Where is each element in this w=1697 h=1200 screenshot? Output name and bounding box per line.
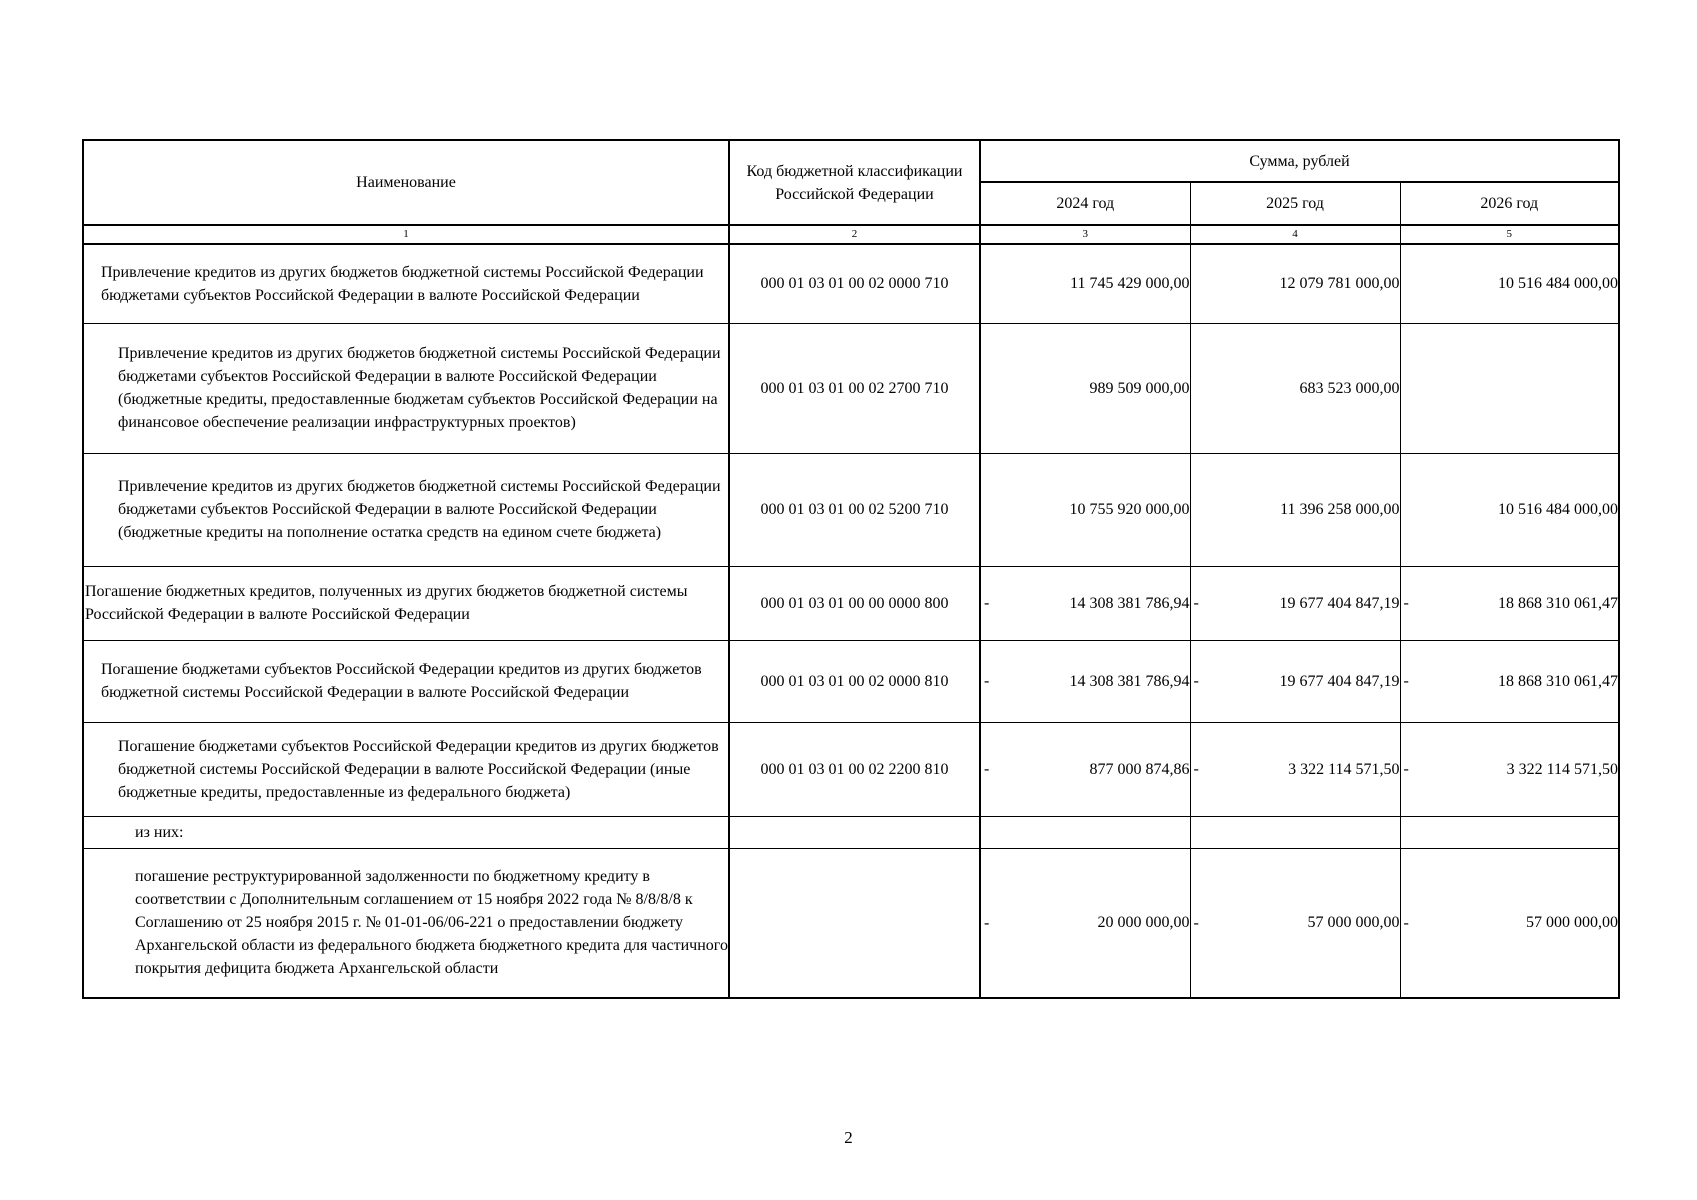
amount-value: 10 516 484 000,00 bbox=[1498, 501, 1618, 518]
row-name: Погашение бюджетами субъектов Российской Федерации кредитов из других бюджетов бюджетной системы Российской Федерации в валюте Российской Федерации (иные бюджетные кредиты, предоставленные из федерального бюджета) bbox=[83, 722, 729, 816]
column-number: 5 bbox=[1400, 225, 1619, 244]
header-row-1 bbox=[83, 140, 1619, 182]
amount-2025 bbox=[1190, 816, 1400, 848]
row-name: Привлечение кредитов из других бюджетов бюджетной системы Российской Федерации бюджетами субъектов Российской Федерации в валюте Российской Федерации (бюджетные кредиты, предоставленные бюджетам субъектов Российской Федерации на финансовое обеспечение реализации инфраструктурных проектов) bbox=[83, 323, 729, 453]
minus-sign: - bbox=[984, 672, 990, 690]
amount-2024 bbox=[980, 453, 1190, 566]
minus-sign: - bbox=[1403, 594, 1409, 612]
amount-2024 bbox=[980, 848, 1190, 998]
minus-sign: - bbox=[984, 760, 990, 778]
amount-value: 14 308 381 786,94 bbox=[1069, 594, 1190, 612]
amount-value: 10 516 484 000,00 bbox=[1498, 275, 1618, 293]
amount-2025 bbox=[1190, 848, 1400, 998]
amount-value: 57 000 000,00 bbox=[1307, 914, 1400, 932]
amount-value: 989 509 000,00 bbox=[1089, 379, 1190, 397]
row-code: 000 01 03 01 00 00 0000 800 bbox=[729, 566, 980, 640]
minus-sign: - bbox=[984, 594, 990, 612]
row-code: 000 01 03 01 00 02 0000 710 bbox=[729, 244, 980, 323]
header-year-2026: 2026 год bbox=[1400, 182, 1619, 225]
amount-2026 bbox=[1400, 453, 1619, 566]
amount-2025 bbox=[1190, 566, 1400, 640]
row-name: погашение реструктурированной задолженности по бюджетному кредиту в соответствии с Дополнительным соглашением от 15 ноября 2022 года № 8/8/8/8 к Соглашению от 25 ноября 2015 г. № 01-01-06/06-221 о предоставлении бюджету Архангельской области из федерального бюджета бюджетного кредита для частичного покрытия дефицита бюджета Архангельской области bbox=[83, 848, 729, 998]
row-name: Погашение бюджетами субъектов Российской Федерации кредитов из других бюджетов бюджетной системы Российской Федерации в валюте Российской Федерации bbox=[83, 640, 729, 722]
amount-value: 20 000 000,00 bbox=[1097, 914, 1190, 932]
amount-value: 19 677 404 847,19 bbox=[1279, 672, 1400, 690]
column-number-row bbox=[83, 225, 1619, 244]
amount-2026 bbox=[1400, 244, 1619, 323]
table-row bbox=[83, 816, 1619, 848]
table-row bbox=[83, 640, 1619, 722]
minus-sign: - bbox=[1403, 914, 1409, 932]
amount-2026 bbox=[1400, 640, 1619, 722]
minus-sign: - bbox=[1193, 594, 1199, 612]
row-code bbox=[729, 848, 980, 998]
amount-value: 14 308 381 786,94 bbox=[1069, 672, 1190, 690]
column-number: 1 bbox=[83, 225, 729, 244]
amount-2026 bbox=[1400, 848, 1619, 998]
row-code bbox=[729, 816, 980, 848]
header-code: Код бюджетной классификации Российской Федерации bbox=[729, 140, 980, 225]
header-sum: Сумма, рублей bbox=[980, 140, 1619, 182]
minus-sign: - bbox=[1403, 760, 1409, 778]
row-name: из них: bbox=[83, 816, 729, 848]
amount-value: 10 755 920 000,00 bbox=[1069, 501, 1190, 518]
column-number: 4 bbox=[1190, 225, 1400, 244]
row-name: Привлечение кредитов из других бюджетов бюджетной системы Российской Федерации бюджетами субъектов Российской Федерации в валюте Российской Федерации bbox=[83, 244, 729, 323]
row-code: 000 01 03 01 00 02 2700 710 bbox=[729, 323, 980, 453]
amount-value: 11 396 258 000,00 bbox=[1280, 501, 1400, 518]
table-row bbox=[83, 722, 1619, 816]
amount-value: 3 322 114 571,50 bbox=[1288, 760, 1400, 778]
amount-2026 bbox=[1400, 566, 1619, 640]
amount-2024 bbox=[980, 566, 1190, 640]
minus-sign: - bbox=[1403, 672, 1409, 690]
amount-value: 18 868 310 061,47 bbox=[1498, 594, 1618, 612]
amount-value: 12 079 781 000,00 bbox=[1279, 275, 1400, 293]
amount-2025 bbox=[1190, 453, 1400, 566]
table-row bbox=[83, 244, 1619, 323]
header-year-2024: 2024 год bbox=[980, 182, 1190, 225]
row-code: 000 01 03 01 00 02 0000 810 bbox=[729, 640, 980, 722]
row-code: 000 01 03 01 00 02 2200 810 bbox=[729, 722, 980, 816]
row-name: Погашение бюджетных кредитов, полученных из других бюджетов бюджетной системы Российской Федерации в валюте Российской Федерации bbox=[83, 566, 729, 640]
header-year-2025: 2025 год bbox=[1190, 182, 1400, 225]
budget-table bbox=[82, 139, 1620, 999]
table-row bbox=[83, 453, 1619, 566]
amount-value: 57 000 000,00 bbox=[1526, 914, 1618, 932]
amount-2024 bbox=[980, 722, 1190, 816]
column-number: 3 bbox=[980, 225, 1190, 244]
row-code: 000 01 03 01 00 02 5200 710 bbox=[729, 453, 980, 566]
minus-sign: - bbox=[1193, 760, 1199, 778]
column-number: 2 bbox=[729, 225, 980, 244]
minus-sign: - bbox=[984, 914, 990, 932]
amount-2025 bbox=[1190, 640, 1400, 722]
row-name: Привлечение кредитов из других бюджетов бюджетной системы Российской Федерации бюджетами субъектов Российской Федерации в валюте Российской Федерации (бюджетные кредиты на пополнение остатка средств на едином счете бюджета) bbox=[83, 453, 729, 566]
amount-2024 bbox=[980, 816, 1190, 848]
page-number: 2 bbox=[844, 1128, 853, 1147]
amount-2024 bbox=[980, 640, 1190, 722]
amount-2025 bbox=[1190, 323, 1400, 453]
amount-value: 19 677 404 847,19 bbox=[1279, 594, 1400, 612]
amount-value: 11 745 429 000,00 bbox=[1070, 275, 1190, 293]
table-row bbox=[83, 848, 1619, 998]
header-name: Наименование bbox=[83, 140, 729, 225]
amount-2025 bbox=[1190, 722, 1400, 816]
amount-2026 bbox=[1400, 816, 1619, 848]
amount-2024 bbox=[980, 323, 1190, 453]
table-row bbox=[83, 323, 1619, 453]
amount-value: 683 523 000,00 bbox=[1299, 379, 1400, 397]
amount-2025 bbox=[1190, 244, 1400, 323]
amount-value: 877 000 874,86 bbox=[1089, 760, 1190, 778]
minus-sign: - bbox=[1193, 914, 1199, 932]
amount-2026 bbox=[1400, 323, 1619, 453]
minus-sign: - bbox=[1193, 672, 1199, 690]
table-row bbox=[83, 566, 1619, 640]
amount-2026 bbox=[1400, 722, 1619, 816]
amount-value: 3 322 114 571,50 bbox=[1506, 760, 1618, 778]
amount-2024 bbox=[980, 244, 1190, 323]
amount-value: 18 868 310 061,47 bbox=[1498, 672, 1618, 690]
